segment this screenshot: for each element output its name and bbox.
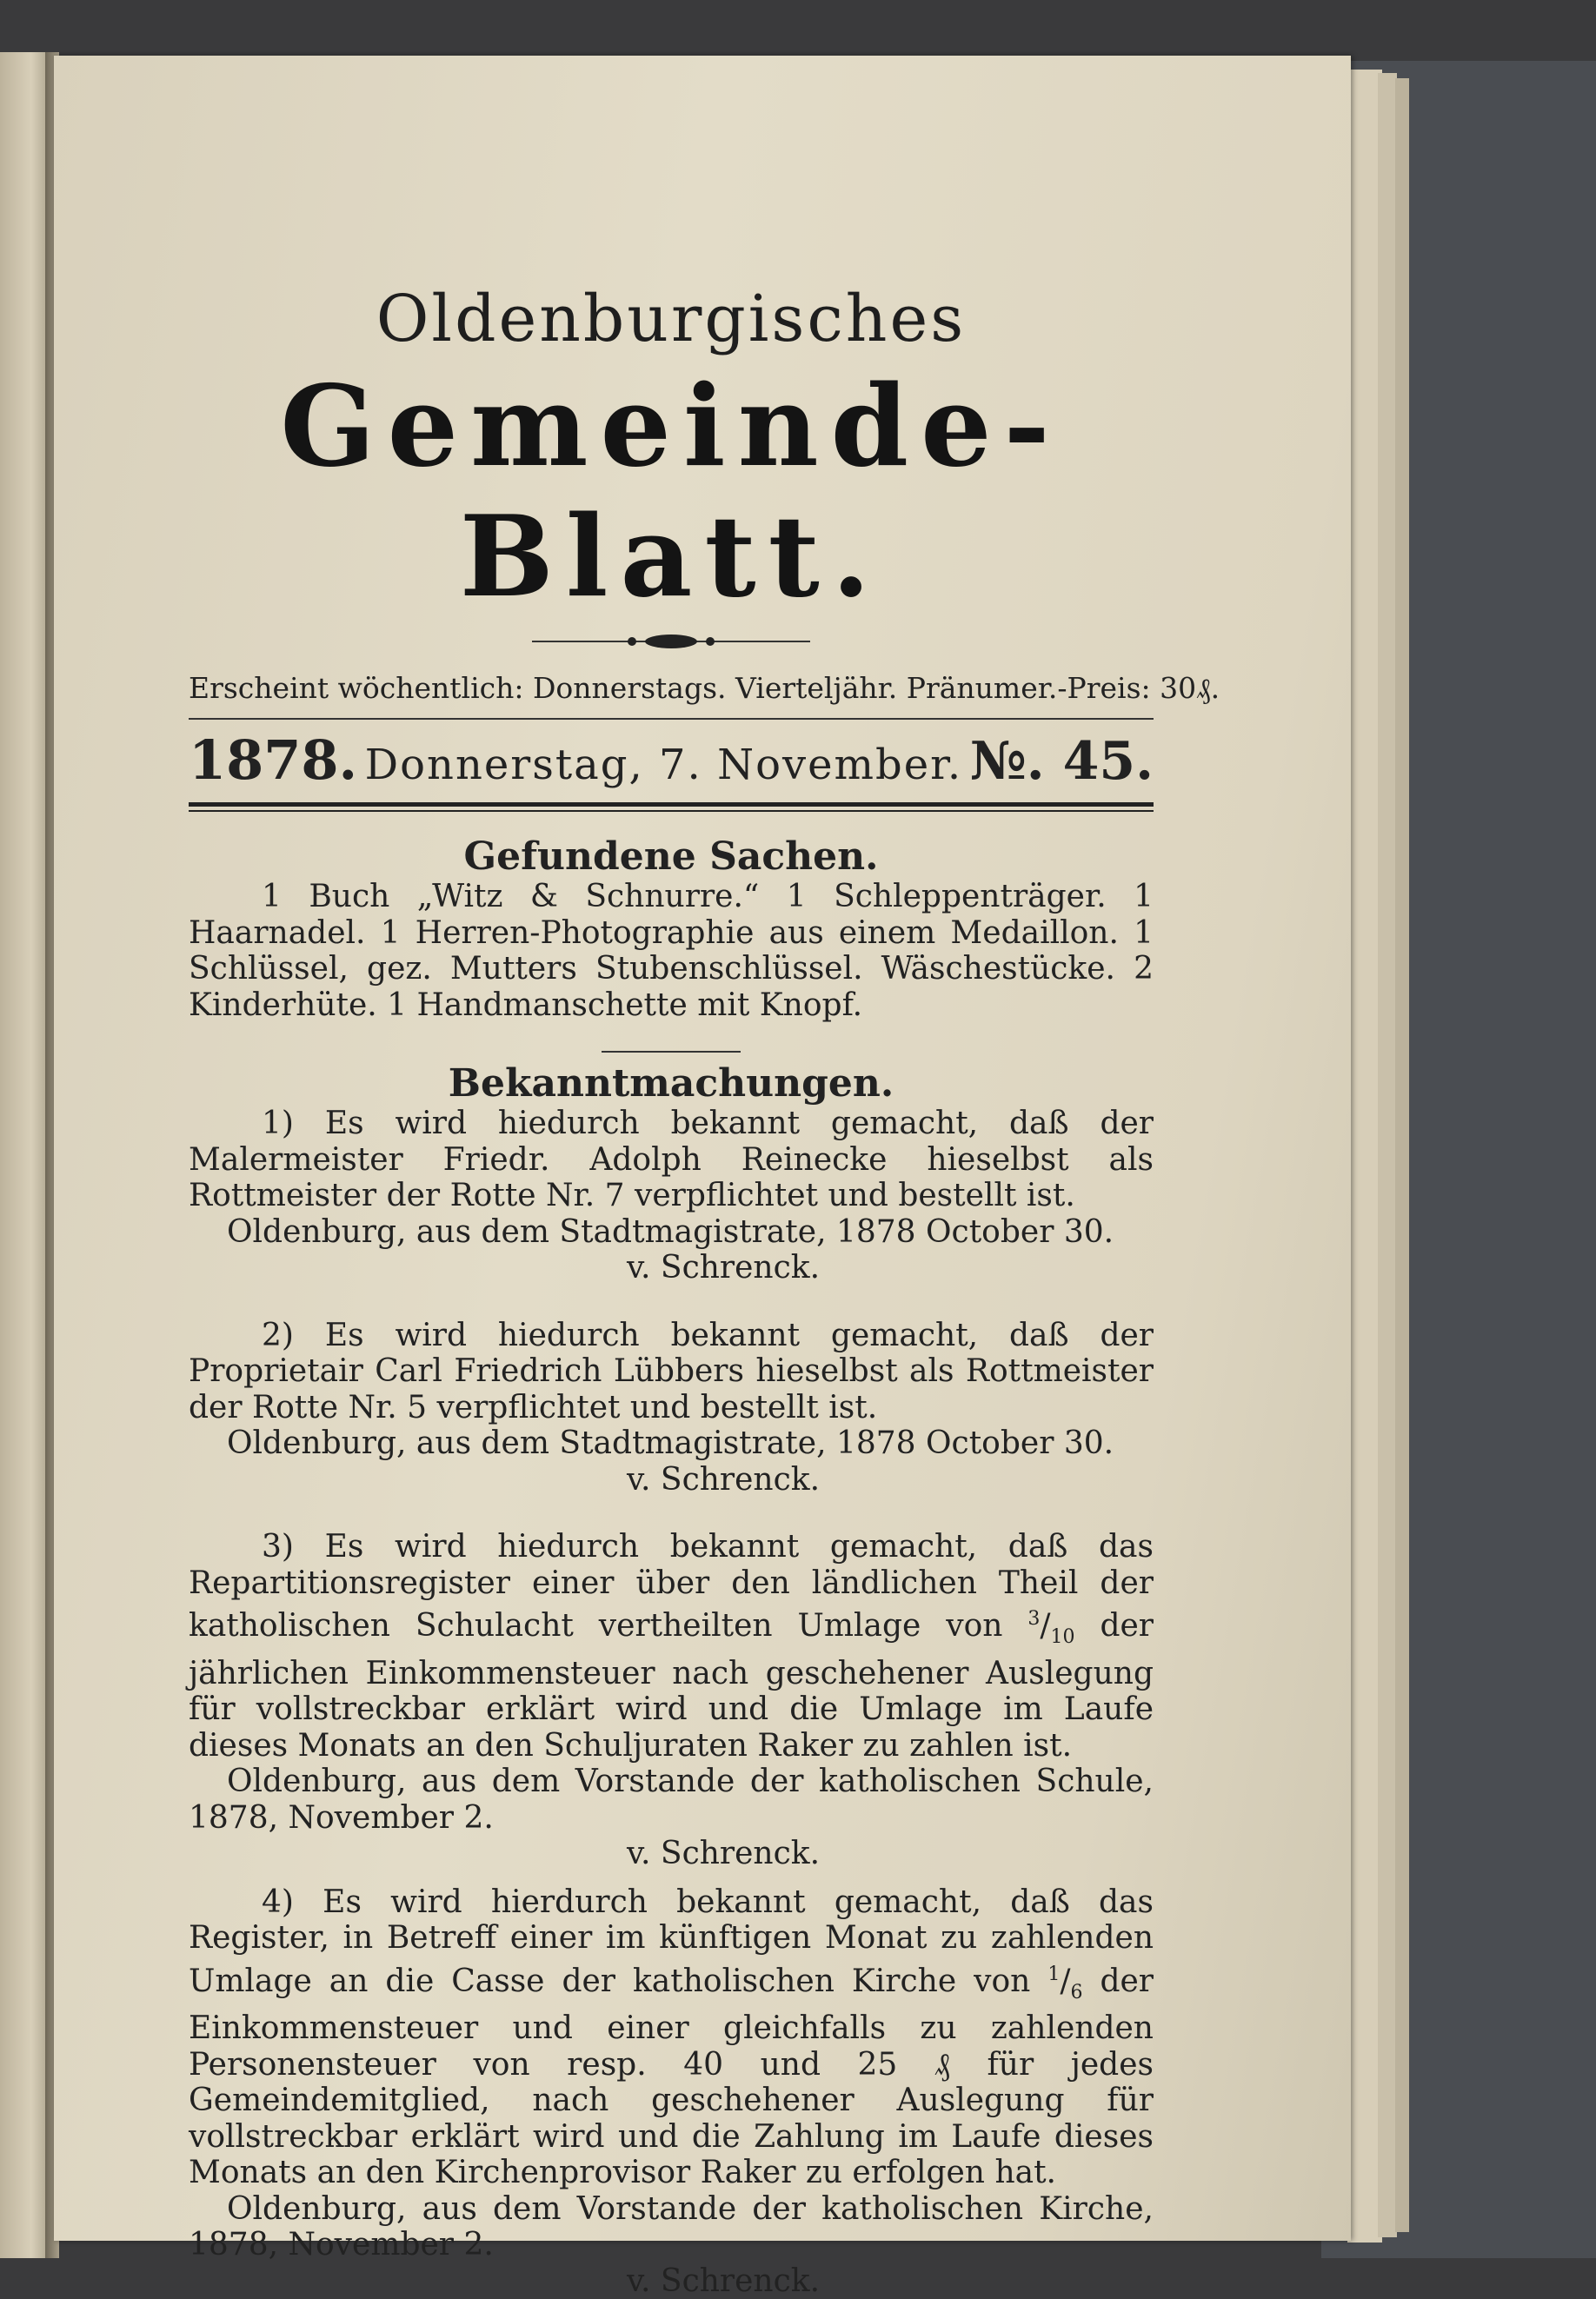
notice-4-signature: v. Schrenck. [626, 2262, 821, 2299]
notice-3-text: 3) Es wird hiedurch bekannt gemacht, daß das Repartitionsregister einer über den ländlichen Theil der katholischen Schulacht vertheilten Umlage von $^3/_{10}$ der jährlichen Einkommensteuer nach geschehener Auslegung für vollstreckbar erklärt wird und die Umlage im Laufe dieses Monats an den Schuljuraten Raker zu zahlen ist. [189, 1529, 1154, 1764]
notice-4-text: 4) Es wird hierdurch bekannt gemacht, daß das Register, in Betreff einer im künftigen Monat zu zahlenden Umlage an die Casse der katholischen Kirche von $^1/_6$ der Einkommensteuer und einer gleichfalls zu zahlenden Personensteuer von resp. 40 und 25 ₰ für jedes Gemeindemitglied, nach geschehener Auslegung für vollstreckbar erklärt wird und die Zahlung im Laufe dieses Monats an den Kirchenprovisor Raker zu erfolgen hat. [189, 1884, 1154, 2191]
notice-2-text: 2) Es wird hiedurch bekannt gemacht, daß der Proprietair Carl Friedrich Lübbers hieselbst als Rottmeister der Rotte Nr. 5 verpflichtet und bestellt ist. [189, 1317, 1154, 1425]
page-stack-edge [1378, 73, 1397, 2237]
issue-date: Donnerstag, 7. November. [364, 741, 963, 789]
masthead-title: Gemeinde-Blatt. [280, 362, 1062, 622]
subscription-line: Erscheint wöchentlich: Donnerstags. Vierteljähr. Pränumer.-Preis: 30₰. [189, 671, 1220, 705]
ornament-icon [532, 631, 810, 652]
notice-2-signature: v. Schrenck. [626, 1461, 821, 1498]
page-stack-edge [1347, 70, 1382, 2243]
notice-1-text: 1) Es wird hiedurch bekannt gemacht, daß der Malermeister Friedr. Adolph Reinecke hieselbst als Rottmeister der Rotte Nr. 7 verpflichtet und bestellt ist. [189, 1106, 1154, 1213]
ornament-rule [189, 631, 1154, 652]
notice-4-place: Oldenburg, aus dem Vorstande der katholischen Kirche, 1878, November 2. [189, 2190, 1154, 2263]
section-heading-notices: Bekanntmachungen. [448, 1061, 894, 1106]
double-divider [189, 802, 1154, 812]
notice-1-signature: v. Schrenck. [626, 1250, 821, 1286]
left-page-edge [0, 52, 52, 2258]
notice-1-place: Oldenburg, aus dem Stadtmagistrate, 1878 October 30. [227, 1213, 1114, 1250]
found-items-text: 1 Buch „Witz & Schnurre.“ 1 Schleppenträger. 1 Haarnadel. 1 Herren-Photographie aus einem Medaillon. 1 Schlüssel, gez. Mutters Stubenschlüssel. Wäschestücke. 2 Kinderhüte. 1 Handmanschette mit Knopf. [189, 879, 1154, 1023]
notice-3-place: Oldenburg, aus dem Vorstande der katholischen Schule, 1878, November 2. [189, 1764, 1154, 1836]
page-stack-edge [1395, 78, 1409, 2232]
divider [189, 718, 1154, 720]
notice-2-place: Oldenburg, aus dem Stadtmagistrate, 1878 October 30. [227, 1425, 1114, 1461]
issue-year: 1878. [189, 728, 358, 792]
newspaper-page [54, 56, 1351, 2299]
issue-number: №. 45. [969, 731, 1154, 792]
dateline [189, 728, 1154, 792]
section-heading-found: Gefundene Sachen. [463, 834, 879, 879]
masthead-top: Oldenburgisches [376, 282, 967, 356]
page-content [189, 229, 1220, 2299]
section-divider [602, 1051, 741, 1053]
notice-3-signature: v. Schrenck. [626, 1836, 821, 1872]
